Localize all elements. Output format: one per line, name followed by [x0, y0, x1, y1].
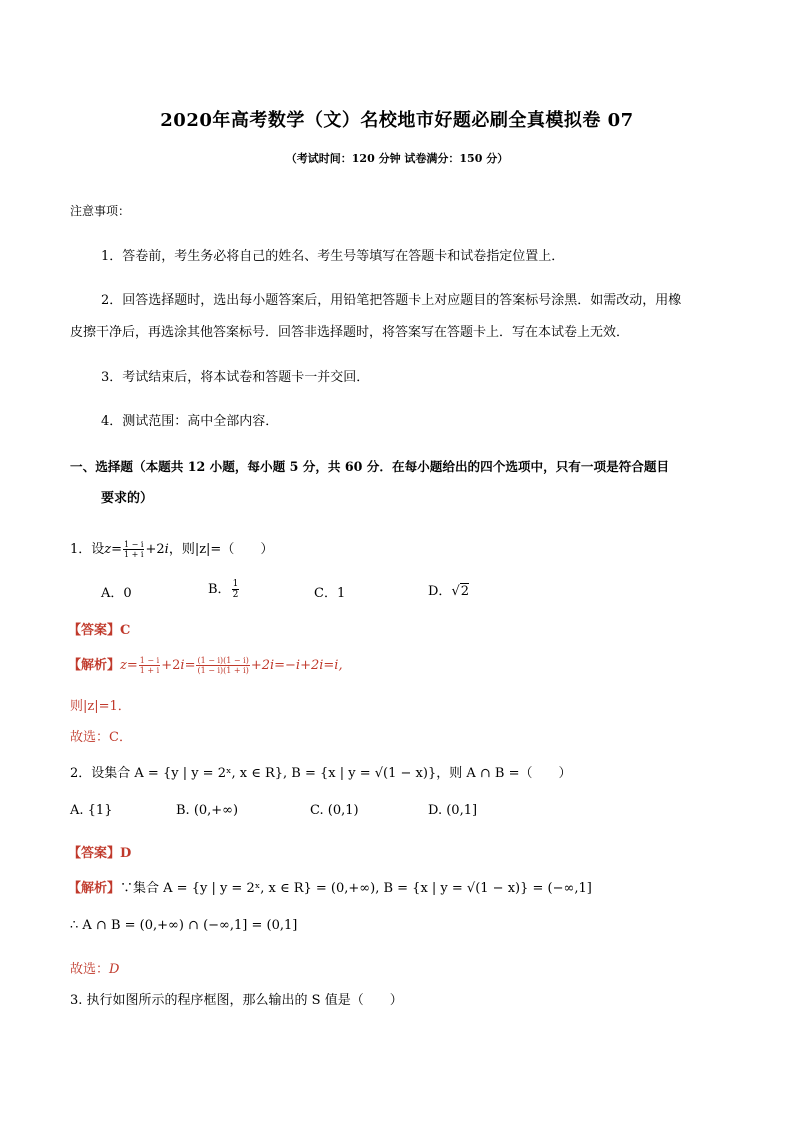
- conclusion-1: 则|z|=1．: [70, 699, 131, 714]
- choice-1: 故选：C．: [70, 730, 132, 745]
- section-heading-cont: 要求的）: [101, 491, 154, 506]
- option-a: A. {1}: [70, 803, 113, 818]
- option-a: A．0: [101, 586, 132, 601]
- choice-2: 故选：D: [70, 962, 120, 977]
- option-d: D．√2: [428, 584, 470, 599]
- exam-info: （考试时间：120 分钟 试卷满分：150 分）: [285, 152, 509, 165]
- analysis-2: 【解析】∵集合 A = {y | y = 2ˣ, x ∈ R} = (0,+∞), B = {x | y = √(1 − x)} = (−∞,1]: [68, 881, 592, 896]
- page-title: 2020年高考数学（文）名校地市好题必刷全真模拟卷 07: [160, 110, 634, 131]
- question-2-stem: 2．设集合 A = {y | y = 2ˣ, x ∈ R}, B = {x | y = √(1 − x)}，则 A ∩ B =（ ）: [70, 766, 572, 781]
- option-b: B. (0,+∞): [176, 803, 239, 818]
- option-d: D. (0,1]: [428, 803, 478, 818]
- notice-item: 1．答卷前，考生务必将自己的姓名、考生号等填写在答题卡和试卷指定位置上．: [101, 249, 565, 264]
- option-c: C．1: [314, 586, 346, 601]
- answer-2: 【答案】D: [68, 846, 132, 861]
- section-heading: 一、选择题（本题共 12 小题，每小题 5 分，共 60 分．在每小题给出的四个选项中，只有一项是符合题目: [70, 459, 670, 474]
- notice-item: 2．回答选择题时，选出每小题答案后，用铅笔把答题卡上对应题目的答案标号涂黑．如需改动，用橡: [101, 293, 682, 308]
- analysis-2-line2: ∴ A ∩ B = (0,+∞) ∩ (−∞,1] = (0,1]: [70, 918, 298, 933]
- question-3-stem: 3. 执行如图所示的程序框图，那么输出的 S 值是（ ）: [70, 993, 403, 1008]
- answer-1: 【答案】C: [68, 623, 131, 638]
- notice-item: 4．测试范围：高中全部内容．: [101, 414, 279, 429]
- option-c: C. (0,1): [310, 803, 359, 818]
- notice-item: 皮擦干净后，再选涂其他答案标号．回答非选择题时，将答案写在答题卡上．写在本试卷上无效．: [70, 325, 630, 340]
- option-b: B． $\frac{1}{2}$: [208, 579, 239, 600]
- notice-item: 3．考试结束后，将本试卷和答题卡一并交回．: [101, 370, 370, 385]
- analysis-1: 【解析】z= $\frac{1 - i}{1 + i}$ +2i= $\frac{(1 - i)(1 - i)}{(1 - i)(1 + i)}$ +2i=−i+2i=i,: [68, 656, 343, 675]
- notice-heading: 注意事项：: [70, 204, 131, 218]
- question-1-stem: 1．设z= $\frac{1 - i}{1 + i}$ +2i，则|z|=（ ）: [70, 540, 274, 559]
